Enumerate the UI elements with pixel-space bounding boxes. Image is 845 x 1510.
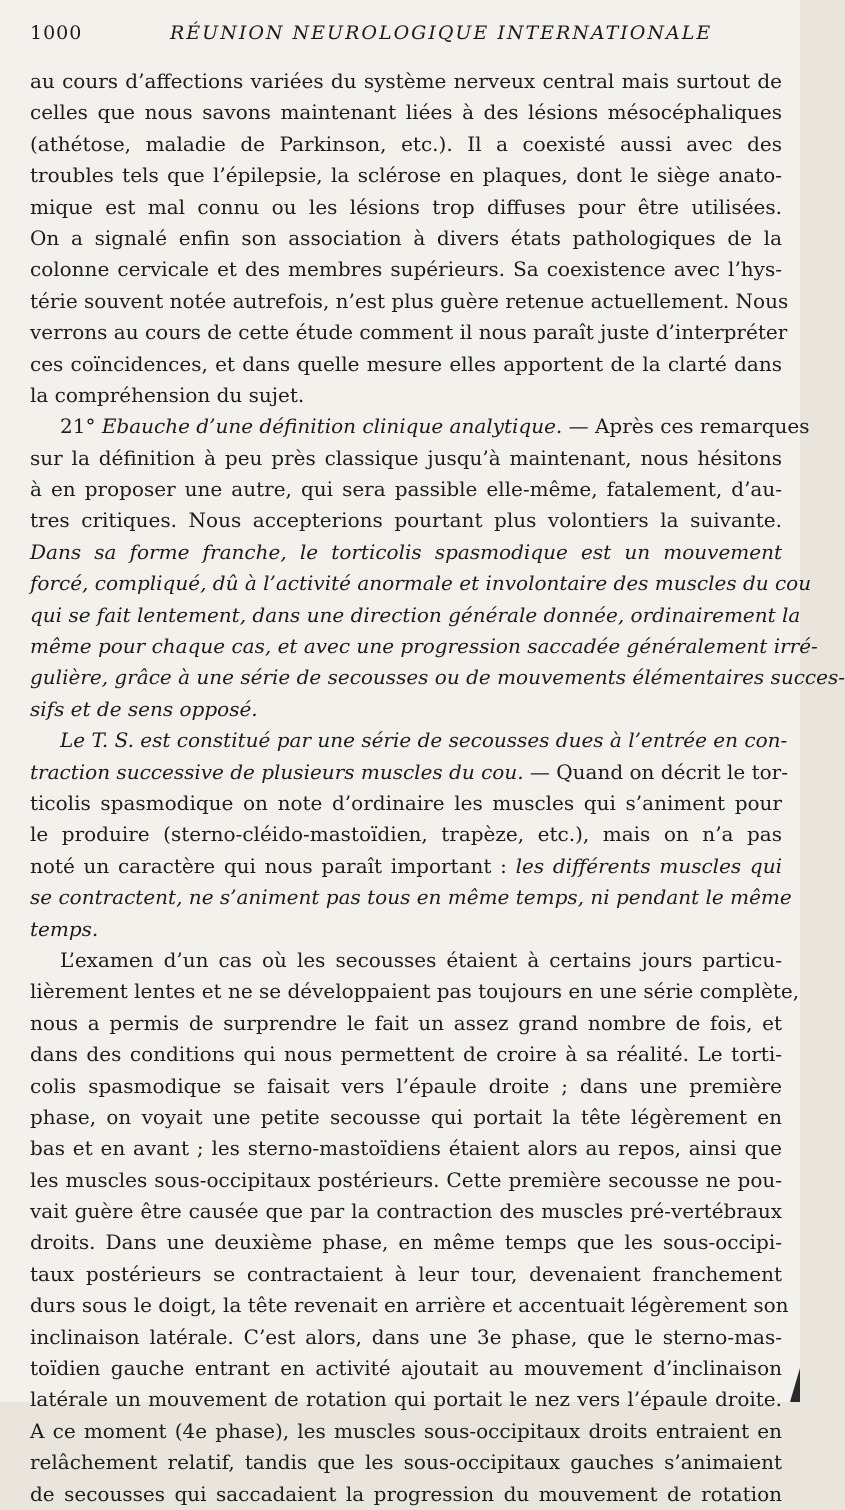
section-heading: Ebauche d’une définition clinique analytique. bbox=[101, 414, 563, 439]
subheading-line-2: traction successive de plusieurs muscles du cou. — Quand on décrit le tor- bbox=[30, 759, 788, 784]
page-number: 1000 bbox=[30, 22, 83, 44]
scan-edge-mark bbox=[790, 1368, 800, 1402]
text-line-30: lièrement lentes et ne se développaient pas toujours en une série complète, bbox=[30, 979, 800, 1004]
text-line-29: L’examen d’un cas où les secousses étaient à certains jours particu- bbox=[60, 947, 782, 972]
text-line-7: colonne cervicale et des membres supérieurs. Sa coexistence avec l’hys- bbox=[30, 257, 782, 282]
running-title: RÉUNION NEUROLOGIQUE INTERNATIONALE bbox=[170, 22, 713, 44]
text-line-39: taux postérieurs se contractaient à leur tour, devenaient franchement bbox=[30, 1261, 782, 1286]
definition-line-2: forcé, compliqué, dû à l’activité anormale et involontaire des muscles du cou bbox=[30, 571, 812, 596]
text-line-40: durs sous le doigt, la tête revenait en arrière et accentuait légèrement son bbox=[30, 1293, 789, 1318]
text-line-15: tres critiques. Nous accepterions pourtant plus volontiers la suivante. bbox=[30, 508, 782, 533]
definition-line-5: gulière, grâce à une série de secousses ou de mouvements élémentaires succes- bbox=[30, 665, 845, 690]
definition-line-3: qui se fait lentement, dans une direction générale donnée, ordinairement la bbox=[30, 602, 801, 627]
text-line-2: celles que nous savons maintenant liées à des lésions mésocéphaliques bbox=[30, 100, 782, 125]
text-line-31: nous a permis de surprendre le fait un assez grand nombre de fois, et bbox=[30, 1010, 782, 1035]
text-line-35: bas et en avant ; les sterno-mastoïdiens étaient alors au repos, ainsi que bbox=[30, 1136, 782, 1161]
text-line-9: verrons au cours de cette étude comment il nous paraît juste d’interpréter bbox=[30, 320, 788, 345]
subheading-line-1: Le T. S. est constitué par une série de secousses dues à l’entrée en con- bbox=[60, 728, 788, 753]
text-line-43: latérale un mouvement de rotation qui portait le nez vers l’épaule droite. bbox=[30, 1387, 782, 1412]
text-line-36: les muscles sous-occipitaux postérieurs. Cette première secousse ne pou- bbox=[30, 1167, 782, 1192]
text-line-44: A ce moment (4e phase), les muscles sous-occipitaux droits entraient en bbox=[30, 1418, 782, 1443]
text-line-25: le produire (sterno-cléido-mastoïdien, trapèze, etc.), mais on n’a pas bbox=[30, 822, 782, 847]
text-line-4: troubles tels que l’épilepsie, la sclérose en plaques, dont le siège anato- bbox=[30, 163, 782, 188]
text-line-14: à en proposer une autre, qui sera passible elle-même, fatalement, d’au- bbox=[30, 477, 782, 502]
body-text bbox=[30, 66, 845, 1510]
text-line-41: inclinaison latérale. C’est alors, dans une 3e phase, que le sterno-mas- bbox=[30, 1324, 782, 1349]
text-line-8: térie souvent notée autrefois, n’est plus guère retenue actuellement. Nous bbox=[30, 288, 789, 313]
text-line-13: sur la définition à peu près classique jusqu’à maintenant, nous hésitons bbox=[30, 445, 782, 470]
section-heading-line: 21° Ebauche d’une définition clinique analytique. — Après ces remarques bbox=[60, 414, 810, 439]
text-line-11: la compréhension du sujet. bbox=[30, 382, 305, 407]
text-line-5: mique est mal connu ou les lésions trop diffuses pour être utilisées. bbox=[30, 194, 782, 219]
text-line-26: noté un caractère qui nous paraît important : les différents muscles qui bbox=[30, 853, 782, 878]
text-line-42: toïdien gauche entrant en activité ajoutait au mouvement d’inclinaison bbox=[30, 1356, 782, 1381]
text-line-28: temps. bbox=[30, 916, 99, 941]
definition-line-1: Dans sa forme franche, le torticolis spasmodique est un mouvement bbox=[30, 539, 782, 564]
text-line-38: droits. Dans une deuxième phase, en même temps que les sous-occipi- bbox=[30, 1230, 782, 1255]
text-line-1: au cours d’affections variées du système nerveux central mais surtout de bbox=[30, 69, 782, 93]
text-line-45: relâchement relatif, tandis que les sous-occipitaux gauches s’animaient bbox=[30, 1450, 782, 1475]
text-line-37: vait guère être causée que par la contraction des muscles pré-vertébraux bbox=[30, 1199, 782, 1224]
definition-line-6: sifs et de sens opposé. bbox=[30, 696, 258, 721]
text-line-3: (athétose, maladie de Parkinson, etc.). Il a coexisté aussi avec des bbox=[30, 131, 782, 156]
definition-line-4: même pour chaque cas, et avec une progression saccadée généralement irré- bbox=[30, 634, 818, 659]
running-head bbox=[30, 22, 770, 52]
text-line-33: colis spasmodique se faisait vers l’épaule droite ; dans une première bbox=[30, 1073, 782, 1098]
text-line-6: On a signalé enfin son association à divers états pathologiques de la bbox=[30, 225, 782, 250]
text-line-10: ces coïncidences, et dans quelle mesure elles apportent de la clarté dans bbox=[30, 351, 782, 376]
text-line-24: ticolis spasmodique on note d’ordinaire les muscles qui s’animent pour bbox=[30, 790, 782, 815]
text-line-46: de secousses qui saccadaient la progression du mouvement de rotation bbox=[30, 1481, 782, 1506]
text-line-34: phase, on voyait une petite secousse qui portait la tête légèrement en bbox=[30, 1104, 782, 1129]
text-line-27: se contractent, ne s’animent pas tous en même temps, ni pendant le même bbox=[30, 885, 792, 910]
text-line-32: dans des conditions qui nous permettent de croire à sa réalité. Le torti- bbox=[30, 1042, 782, 1067]
